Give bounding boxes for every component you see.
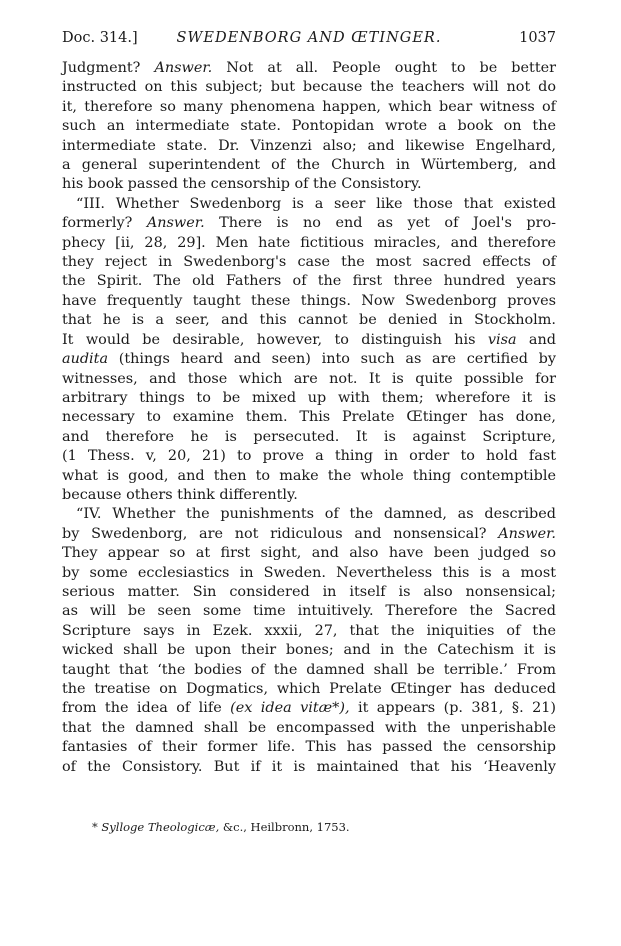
footnote	[92, 820, 350, 834]
text-line	[62, 156, 556, 175]
text-run: the Spirit. The old Fathers of the first three hundred years	[62, 273, 556, 290]
text-line	[62, 428, 556, 447]
text-line	[62, 661, 556, 680]
footnote-part: Sylloge Theologicæ,	[101, 820, 220, 834]
text-run: his book passed the censorship of the Consistory.	[62, 176, 422, 193]
text-run: they reject in Swedenborg's case the most sacred effects of	[62, 254, 556, 271]
text-line	[62, 253, 556, 272]
text-run: witnesses, and those which are not. It is quite possible for	[62, 370, 556, 387]
text-run: from the idea of life	[62, 700, 231, 717]
text-line	[62, 641, 556, 660]
text-run: because others think differently.	[62, 486, 298, 503]
text-run: by Swedenborg, are not ridiculous and nonsensical?	[62, 525, 499, 542]
text-line	[62, 214, 556, 233]
text-run: instructed on this subject; but because the teachers will not do	[62, 79, 556, 96]
text-line	[62, 602, 556, 621]
body-text	[62, 59, 556, 777]
text-line	[62, 311, 556, 330]
text-line	[62, 59, 556, 78]
text-line	[62, 699, 556, 718]
text-run: that the damned shall be encompassed with the unperishable	[62, 719, 556, 736]
running-title: SWEDENBORG AND ŒTINGER.	[176, 30, 442, 46]
text-line	[62, 680, 556, 699]
text-line	[62, 447, 556, 466]
footnote-part: *	[92, 820, 102, 834]
text-line	[62, 234, 556, 253]
text-run: Not at all. People ought to be better	[212, 60, 557, 76]
text-line	[62, 331, 556, 350]
text-line	[62, 389, 556, 408]
text-line	[62, 370, 556, 389]
text-line	[62, 137, 556, 156]
text-line	[62, 195, 556, 214]
text-run: Judgment?	[62, 60, 155, 76]
footnote-part: &c., Heilbronn, 1753.	[219, 820, 350, 834]
text-run: formerly?	[62, 215, 147, 232]
text-run: It would be desirable, however, to distinguish his	[62, 331, 488, 348]
text-run: it appears (p. 381, §. 21)	[349, 700, 556, 717]
text-run: as will be seen some time intuitively. Therefore the Sacred	[62, 603, 556, 620]
text-run: intermediate state. Dr. Vinzenzi also; and likewise Engelhard,	[62, 137, 556, 154]
text-run: that he is a seer, and this cannot be denied in Stockholm.	[62, 312, 556, 329]
text-run: such an intermediate state. Pontopidan wrote a book on the	[62, 118, 556, 135]
text-run: and therefore he is persecuted. It is against Scripture,	[62, 428, 556, 445]
text-line	[62, 175, 556, 194]
text-line	[62, 505, 556, 524]
text-run: (things heard and seen) into such as are certified by	[108, 351, 556, 368]
text-line	[62, 292, 556, 311]
page-number: 1037	[519, 30, 556, 46]
text-run: necessary to examine them. This Prelate Œtinger has done,	[62, 409, 556, 426]
text-line	[62, 564, 556, 583]
text-line	[62, 467, 556, 486]
italic-text: Answer.	[498, 525, 556, 542]
running-header	[62, 30, 556, 52]
text-run: serious matter. Sin considered in itself is also nonsensical;	[62, 583, 556, 600]
text-line	[62, 738, 556, 757]
text-run: “III. Whether Swedenborg is a seer like those that existed	[76, 195, 556, 212]
text-run: (1 Thess. v, 20, 21) to prove a thing in order to hold fast	[62, 448, 556, 465]
text-run: arbitrary things to be mixed up with them; wherefore it is	[62, 389, 556, 406]
text-line	[62, 622, 556, 641]
text-run: phecy [ii, 28, 29]. Men hate fictitious miracles, and therefore	[62, 234, 556, 251]
document-page	[62, 30, 556, 777]
text-run: the treatise on Dogmatics, which Prelate Œtinger has deduced	[62, 681, 556, 697]
text-line	[62, 583, 556, 602]
text-run: Scripture says in Ezek. xxxii, 27, that the iniquities of the	[62, 622, 556, 639]
text-run: “IV. Whether the punishments of the damned, as described	[76, 506, 556, 523]
text-line	[62, 719, 556, 738]
text-run: what is good, and then to make the whole thing contemptible	[62, 467, 556, 484]
text-run: have frequently taught these things. Now Swedenborg proves	[62, 292, 556, 309]
text-run: fantasies of their former life. This has passed the censorship	[62, 739, 556, 756]
text-run: it, therefore so many phenomena happen, which bear witness of	[62, 98, 556, 115]
text-run: by some ecclesiastics in Sweden. Nevertheless this is a most	[62, 564, 556, 581]
italic-text: visa	[487, 331, 517, 348]
text-line	[62, 117, 556, 136]
text-line	[62, 78, 556, 97]
text-run: taught that ‘the bodies of the damned shall be terrible.’ From	[62, 661, 556, 678]
text-run: and	[516, 331, 556, 348]
text-run: of the Consistory. But if it is maintained that his ‘Heavenly	[62, 758, 556, 775]
text-line	[62, 350, 556, 369]
text-line	[62, 525, 556, 544]
text-line	[62, 544, 556, 563]
italic-text: (ex idea vitæ*),	[230, 700, 350, 717]
text-line	[62, 486, 556, 505]
text-line	[62, 272, 556, 291]
text-line	[62, 408, 556, 427]
italic-text: audita	[62, 351, 109, 368]
text-line	[62, 758, 556, 777]
text-line	[62, 98, 556, 117]
document-number: Doc. 314.]	[62, 30, 138, 46]
text-run: They appear so at first sight, and also have been judged so	[62, 545, 556, 562]
text-run: There is no end as yet of Joel's pro-	[204, 215, 556, 232]
italic-text: Answer.	[146, 215, 205, 232]
text-run: wicked shall be upon their bones; and in the Catechism it is	[62, 642, 556, 659]
italic-text: Answer.	[154, 60, 213, 76]
text-run: a general superintendent of the Church in Würtemberg, and	[62, 157, 556, 174]
